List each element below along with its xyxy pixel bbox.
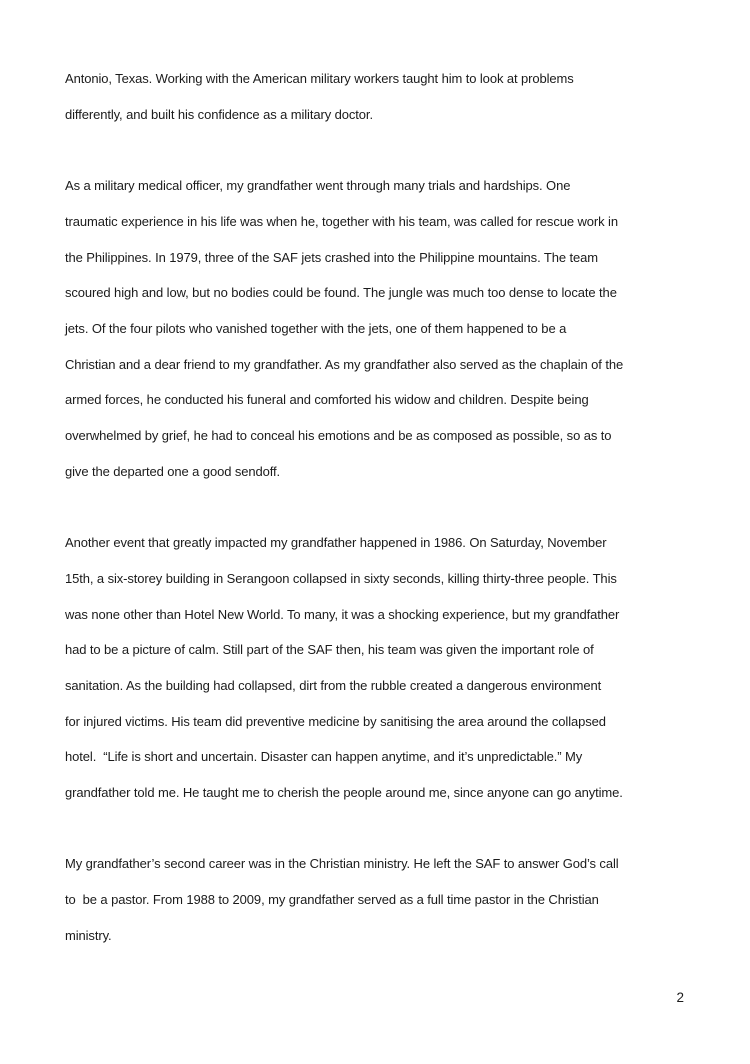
text-line: overwhelmed by grief, he had to conceal his emotions and be as composed as possible, so as to xyxy=(65,428,612,444)
text-line: had to be a picture of calm. Still part of the SAF then, his team was given the important role of xyxy=(65,642,594,658)
page-number: 2 xyxy=(676,990,684,1005)
text-line: armed forces, he conducted his funeral and comforted his widow and children. Despite being xyxy=(65,392,589,408)
text-line: traumatic experience in his life was when he, together with his team, was called for rescue work in xyxy=(65,213,618,229)
text-line: ministry. xyxy=(65,927,112,943)
text-line: grandfather told me. He taught me to cherish the people around me, since anyone can go anytime. xyxy=(65,785,623,801)
paragraph xyxy=(65,61,690,132)
text-line: scoured high and low, but no bodies could be found. The jungle was much too dense to locate the xyxy=(65,285,617,301)
text-line: 15th, a six-storey building in Serangoon collapsed in sixty seconds, killing thirty-three people. This xyxy=(65,570,617,586)
text-line: Another event that greatly impacted my grandfather happened in 1986. On Saturday, November xyxy=(65,535,607,551)
text-line: jets. Of the four pilots who vanished together with the jets, one of them happened to be a xyxy=(65,320,567,336)
paragraph xyxy=(65,525,690,811)
text-line: Christian and a dear friend to my grandfather. As my grandfather also served as the chaplain of the xyxy=(65,356,624,372)
text-line: for injured victims. His team did preventive medicine by sanitising the area around the collapsed xyxy=(65,713,606,729)
text-line: give the departed one a good sendoff. xyxy=(65,463,281,479)
text-line: Antonio, Texas. Working with the American military workers taught him to look at problems xyxy=(65,71,574,86)
text-line: to be a pastor. From 1988 to 2009, my grandfather served as a full time pastor in the Christian xyxy=(65,892,599,908)
text-line: was none other than Hotel New World. To many, it was a shocking experience, but my grandfather xyxy=(65,606,620,622)
paragraph xyxy=(65,846,690,953)
text-line: hotel. “Life is short and uncertain. Disaster can happen anytime, and it’s unpredictable.” My xyxy=(65,749,583,765)
document-body xyxy=(65,61,690,989)
text-line: the Philippines. In 1979, three of the SAF jets crashed into the Philippine mountains. The team xyxy=(65,249,598,265)
text-line: My grandfather’s second career was in the Christian ministry. He left the SAF to answer God’s call xyxy=(65,856,619,872)
text-line: As a military medical officer, my grandfather went through many trials and hardships. One xyxy=(65,178,571,194)
page-footer xyxy=(676,990,684,1006)
paragraph xyxy=(65,168,690,489)
text-line: sanitation. As the building had collapsed, dirt from the rubble created a dangerous environment xyxy=(65,677,602,693)
text-line: differently, and built his confidence as a military doctor. xyxy=(65,106,373,122)
